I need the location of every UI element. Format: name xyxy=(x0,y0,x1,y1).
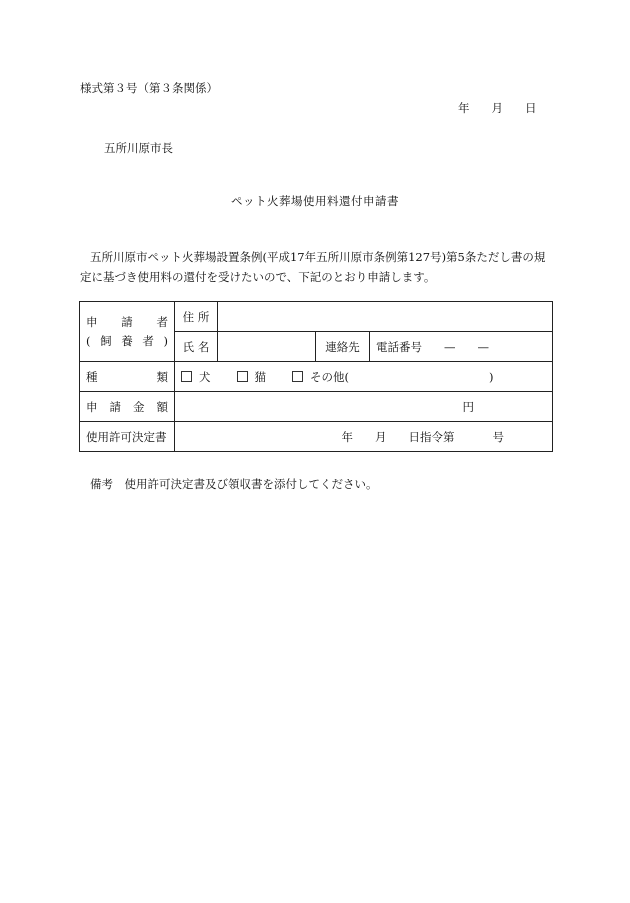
type-option-other[interactable]: その他( ) xyxy=(292,370,494,384)
permit-date-number: 年 月 日指令第 号 xyxy=(341,429,504,444)
date-month: 月 xyxy=(491,101,503,115)
contact-label: 連絡先 xyxy=(316,332,370,362)
amount-row xyxy=(80,392,553,422)
date-line xyxy=(458,100,537,116)
name-field[interactable] xyxy=(218,332,316,362)
permit-row xyxy=(80,422,553,452)
yen-unit: 円 xyxy=(462,399,474,414)
checkbox-icon[interactable] xyxy=(237,371,248,382)
type-option-dog[interactable]: 犬 xyxy=(181,370,211,384)
amount-field[interactable] xyxy=(175,392,553,422)
name-label: 氏 名 xyxy=(175,332,218,362)
body-text: 五所川原市ペット火葬場設置条例(平成17年五所川原市条例第127号)第5条ただし書の規定に基づき使用料の還付を受けたいので、下記のとおり申請します。 xyxy=(80,250,546,284)
addressee: 五所川原市長 xyxy=(104,141,173,155)
application-form-table xyxy=(79,301,553,452)
phone-dash: — xyxy=(444,339,456,354)
date-year: 年 xyxy=(458,101,470,115)
amount-label: 申 請 金 額 xyxy=(86,399,168,414)
document-title: ペット火葬場使用料還付申請書 xyxy=(231,194,399,208)
address-label: 住 所 xyxy=(175,302,218,332)
applicant-label-cell xyxy=(80,302,175,362)
address-field[interactable] xyxy=(218,302,553,332)
address-row xyxy=(80,302,553,332)
type-label: 種 類 xyxy=(86,369,168,384)
phone-dash: — xyxy=(477,339,489,354)
type-options xyxy=(175,362,553,392)
date-day: 日 xyxy=(525,101,537,115)
phone-label: 電話番号 xyxy=(376,339,422,354)
type-option-cat[interactable]: 猫 xyxy=(237,370,267,384)
phone-field[interactable] xyxy=(370,332,553,362)
permit-label: 使用許可決定書 xyxy=(80,422,175,452)
checkbox-icon[interactable] xyxy=(292,371,303,382)
type-label-cell xyxy=(80,362,175,392)
permit-field[interactable] xyxy=(175,422,553,452)
type-row xyxy=(80,362,553,392)
amount-label-cell xyxy=(80,392,175,422)
form-number: 様式第３号（第３条関係） xyxy=(80,81,218,95)
remark: 備考 使用許可決定書及び領収書を添付してください。 xyxy=(90,477,378,491)
checkbox-icon[interactable] xyxy=(181,371,192,382)
applicant-label: 申 請 者 xyxy=(86,314,168,329)
owner-label: ( 飼 養 者 ) xyxy=(86,333,168,348)
